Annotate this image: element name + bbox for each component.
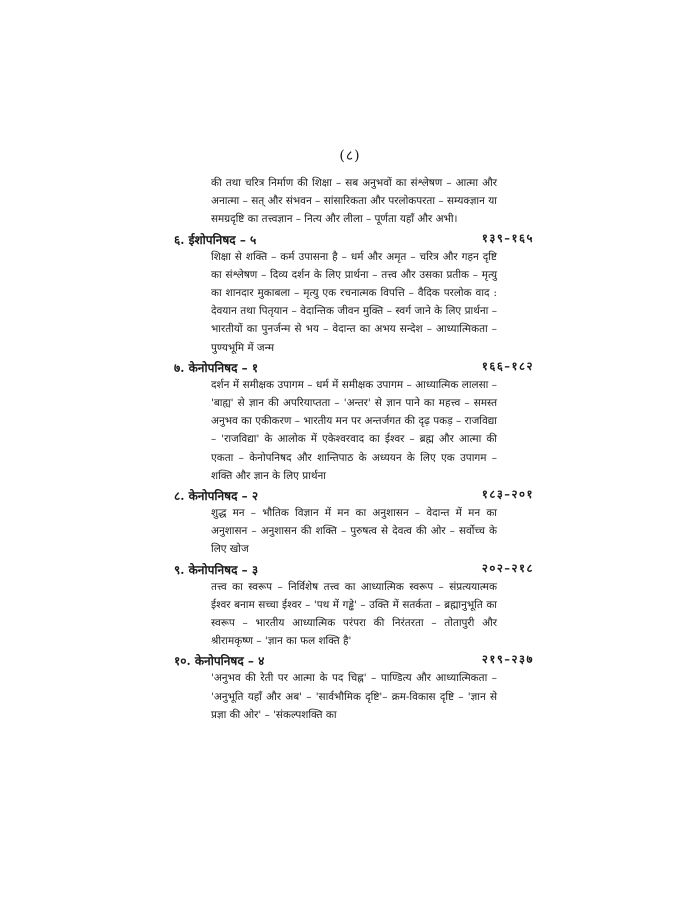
entry-description: तत्त्व का स्वरूप – निर्विशेष तत्त्व का आध्यात्मिक स्वरूप – संप्रत्ययात्मक ईश्वर बनाम सच्चा ईश्वर – 'पथ में गड्ढे' – उक्ति में सतर्कता – ब्रह्मानुभूति का स्वरूप – भारतीय आध्यात्मिक परंपरा की निरंतरता – तोतापुरी और श्रीरामकृष्ण – 'ज्ञान का फल शक्ति है' [211,580,497,648]
entry-page-range: १६६–१८२ [481,358,534,373]
entry-title: १०. केनोपनिषद – ४ [174,654,265,669]
entry-title: ६. ईशोपनिषद – ५ [174,232,257,247]
entry-description: शुद्ध मन – भौतिक विज्ञान में मन का अनुशासन – वेदान्त में मन का अनुशासन – अनुशासन की शक्ति – पुरुषत्व से देवत्व की ओर – सर्वोच्च के लिए खोज [211,507,497,556]
entry-description: शिक्षा से शक्ति – कर्म उपासना है – धर्म और अमृत – चरित्र और गहन दृष्टि का संश्लेषण – दिव्य दर्शन के लिए प्रार्थना – तत्त्व और उसका प्रतीक – मृत्यु का शानदार मुकाबला – मृत्यु एक रचनात्मक विपत्ति – वैदिक परलोक वाद : देवयान तथा पितृयान – वेदान्तिक जीवन मुक्ति – स्वर्ग जाने के लिए प्रार्थना – भारतीयों का पुनर्जन्म से भय – वेदान्त का अभय सन्देश – आध्यात्मिकता – पुण्यभूमि में जन्म [211,250,497,354]
entry-title: ७. केनोपनिषद – १ [174,360,259,375]
toc-entry-9 [174,559,534,651]
entry-page-range: २१९–२३७ [481,652,534,667]
entry-description: दर्शन में समीक्षक उपागम – धर्म में समीक्षक उपागम – आध्यात्मिक लालसा – 'बाह्य' से ज्ञान की अपरियाप्तता – 'अन्तर' से ज्ञान पाने का महत्त्व – समस्त अनुभव का एकीकरण – भारतीय मन पर अन्तर्जगत की दृढ़ पकड़ – राजविद्या – 'राजविद्या' के आलोक में एकेश्वरवाद का ईश्वर – ब्रह्म और आत्मा की एकता – केनोपनिषद और शान्तिपाठ के अध्ययन के लिए एक उपागम – शक्ति और ज्ञान के लिए प्रार्थना [211,378,497,482]
page-number: (८) [339,148,361,164]
entry-title: ८. केनोपनिषद – २ [174,489,259,504]
entry-title: ९. केनोपनिषद – ३ [174,562,259,577]
entry-page-range: २०२–२१८ [481,560,534,575]
toc-entry-6 [174,229,534,357]
intro-continuation-text: की तथा चरित्र निर्माण की शिक्षा – सब अनुभवों का संश्लेषण – आत्मा और अनात्मा – सत् और संभवन – सांसारिकता और परलोकपरता – सम्यक्ज्ञान या समग्रदृष्टि का तत्त्वज्ञान – नित्य और लीला – पूर्णता यहाँ और अभी। [211,177,497,226]
toc-entry-8 [174,485,534,559]
toc-entry-10 [174,650,534,724]
toc-entry-7 [174,357,534,485]
entry-description: 'अनुभव की रेती पर आत्मा के पद चिह्न' – पाण्डित्य और आध्यात्मिकता – 'अनुभूति यहाँ और अब' – 'सार्वभौमिक दृष्टि'– क्रम-विकास दृष्टि – 'ज्ञान से प्रज्ञा की ओर' – 'संकल्पशक्ति का [211,672,497,721]
table-of-contents [174,174,534,724]
entry-page-range: १८३–२०१ [481,487,534,502]
entry-page-range: १३९–१६५ [481,230,534,245]
